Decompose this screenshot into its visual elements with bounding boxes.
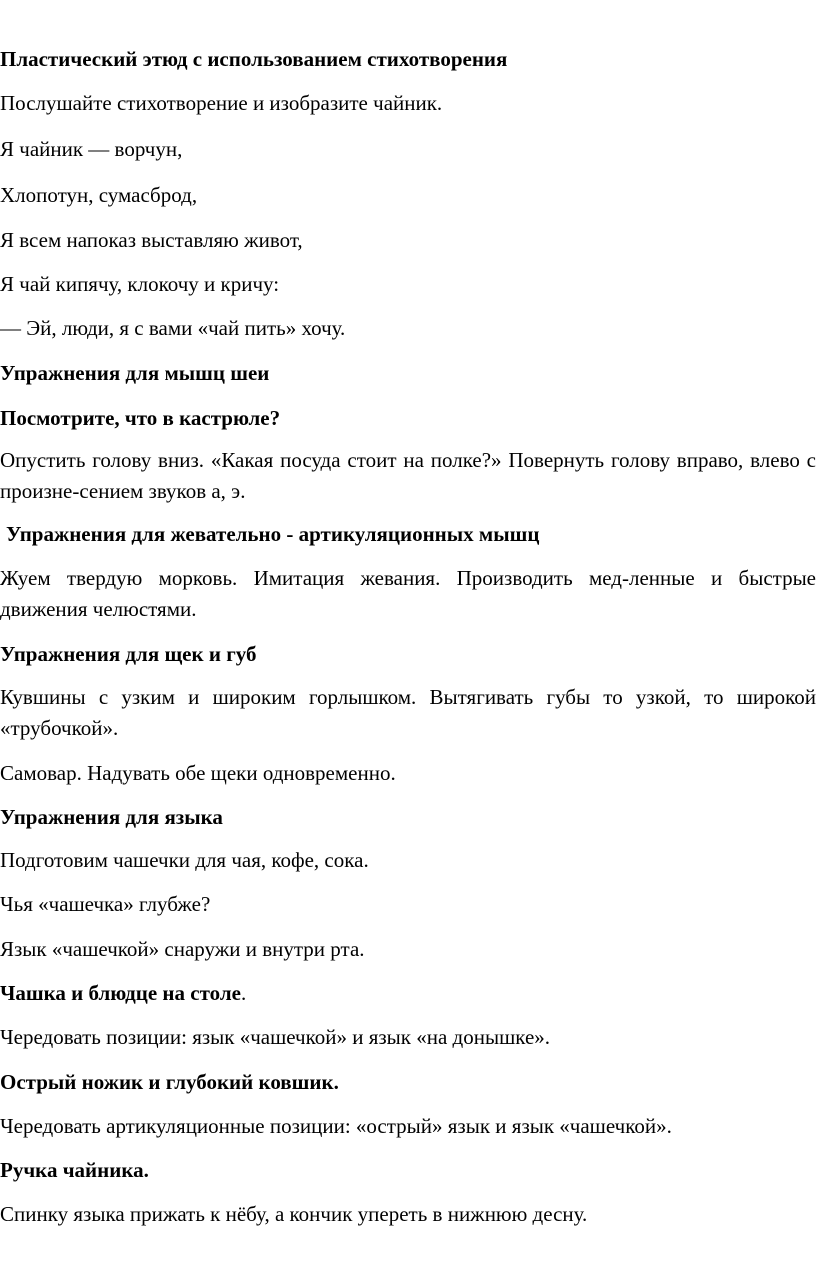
paragraph-samovar: Самовар. Надувать обе щеки одновременно. — [0, 761, 396, 785]
poem-line-2: Хлопотун, сумасброд, — [0, 183, 198, 207]
heading-cheeks-lips: Упражнения для щек и губ — [0, 642, 257, 666]
paragraph-jugs: Кувшины с узким и широким горлышком. Вытягивать губы то узкой, то широкой «трубочкой». — [0, 685, 816, 740]
poem-line-5: — Эй, люди, я с вами «чай пить» хочу. — [0, 316, 346, 340]
paragraph-tongue-back: Спинку языка прижать к нёбу, а кончик упереть в нижнюю десну. — [0, 1202, 588, 1226]
heading-chewing-exercises: Упражнения для жевательно - артикуляционных мышц — [6, 522, 540, 546]
subheading-teapot-handle: Ручка чайника. — [0, 1158, 149, 1182]
paragraph-alternate-positions: Чередовать позиции: язык «чашечкой» и язык «на донышке». — [0, 1025, 551, 1049]
section-title-plastic-etude: Пластический этюд с использованием стихотворения — [0, 47, 508, 71]
subheading-cup-saucer-period: . — [240, 981, 247, 1005]
paragraph-chewing: Жуем твердую морковь. Имитация жевания. Производить мед-ленные и быстрые движения челюстями. — [0, 566, 816, 621]
poem-line-3: Я всем напоказ выставляю живот, — [0, 228, 303, 252]
heading-tongue-exercises: Упражнения для языка — [0, 805, 223, 829]
paragraph-cups: Подготовим чашечки для чая, кофе, сока. — [0, 848, 369, 872]
heading-neck-exercises: Упражнения для мышц шеи — [0, 361, 270, 385]
paragraph-neck: Опустить голову вниз. «Какая посуда стоит на полке?» Повернуть голову вправо, влево с произне-сением звуков а, э. — [0, 448, 816, 503]
paragraph-articulation-positions: Чередовать артикуляционные позиции: «острый» язык и язык «чашечкой». — [0, 1114, 672, 1138]
subheading-cup-saucer-bold: Чашка и блюдце на столе — [0, 981, 241, 1005]
subheading-knife-ladle: Острый ножик и глубокий ковшик. — [0, 1070, 339, 1094]
poem-line-1: Я чайник — ворчун, — [0, 137, 183, 161]
paragraph-tongue-cup: Язык «чашечкой» снаружи и внутри рта. — [0, 937, 365, 961]
poem-line-4: Я чай кипячу, клокочу и кричу: — [0, 272, 280, 296]
subheading-cup-saucer — [0, 980, 816, 1007]
instruction-text: Послушайте стихотворение и изобразите чайник. — [0, 91, 443, 115]
paragraph-whose-cup: Чья «чашечка» глубже? — [0, 892, 211, 916]
subheading-pot: Посмотрите, что в кастрюле? — [0, 406, 281, 430]
